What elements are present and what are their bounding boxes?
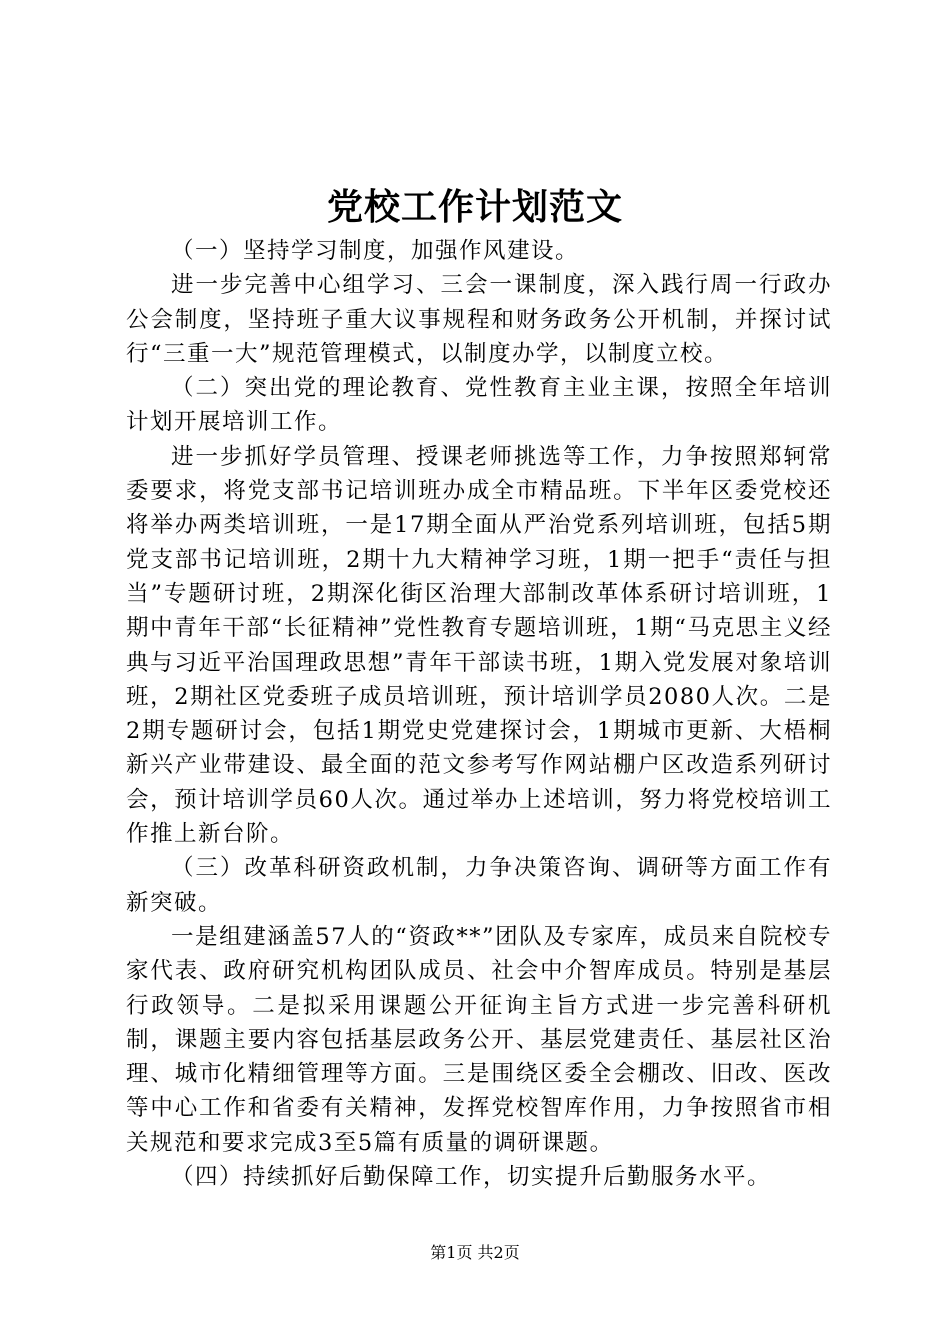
- page-title: 党校工作计划范文: [326, 186, 623, 228]
- section-heading-4: （四）持续抓好后勤保障工作，切实提升后勤服务水平。: [171, 1164, 772, 1191]
- section-heading-1: （一）坚持学习制度，加强作风建设。: [171, 238, 580, 264]
- paragraph-3: 一是组建涵盖57人的“资政**”团队及专家库，成员来自院校专家代表、政府研究机构团队成员、社会中介智库成员。特别是基层行政领导。二是拟采用课题公开征询主旨方式进一步完善科研机制，课题主要内容包括基层政务公开、基层党建责任、基层社区治理、城市化精细管理等方面。三是围绕区委全会棚改、旧改、医改等中心工作和省委有关精神，发挥党校智库作用，力争按照省市相关规范和要求完成3至5篇有质量的调研课题。: [126, 923, 832, 1156]
- paragraph-1: 进一步完善中心组学习、三会一课制度，深入践行周一行政办公会制度，坚持班子重大议事规程和财务政务公开机制，并探讨试行“三重一大”规范管理模式，以制度办学，以制度立校。: [126, 272, 832, 367]
- page-footer: 第1页 共2页: [430, 1243, 520, 1262]
- section-heading-2: （二）突出党的理论教育、党性教育主业主课，按照全年培训计划开展培训工作。: [126, 375, 832, 436]
- document-body: [126, 234, 832, 1194]
- section-heading-3: （三）改革科研资政机制，力争决策咨询、调研等方面工作有新突破。: [126, 855, 832, 916]
- paragraph-2: 进一步抓好学员管理、授课老师挑选等工作，力争按照郑轲常委要求，将党支部书记培训班办成全市精品班。下半年区委党校还将举办两类培训班，一是17期全面从严治党系列培训班，包括5期党支部书记培训班，2期十九大精神学习班，1期一把手“责任与担当”专题研讨班，2期深化街区治理大部制改革体系研讨培训班，1期中青年干部“长征精神”党性教育专题培训班，1期“马克思主义经典与习近平治国理政思想”青年干部读书班，1期入党发展对象培训班，2期社区党委班子成员培训班，预计培训学员2080人次。二是2期专题研讨会，包括1期党史党建探讨会，1期城市更新、大梧桐新兴产业带建设、最全面的范文参考写作网站棚户区改造系列研讨会，预计培训学员60人次。通过举办上述培训，努力将党校培训工作推上新台阶。: [126, 443, 832, 848]
